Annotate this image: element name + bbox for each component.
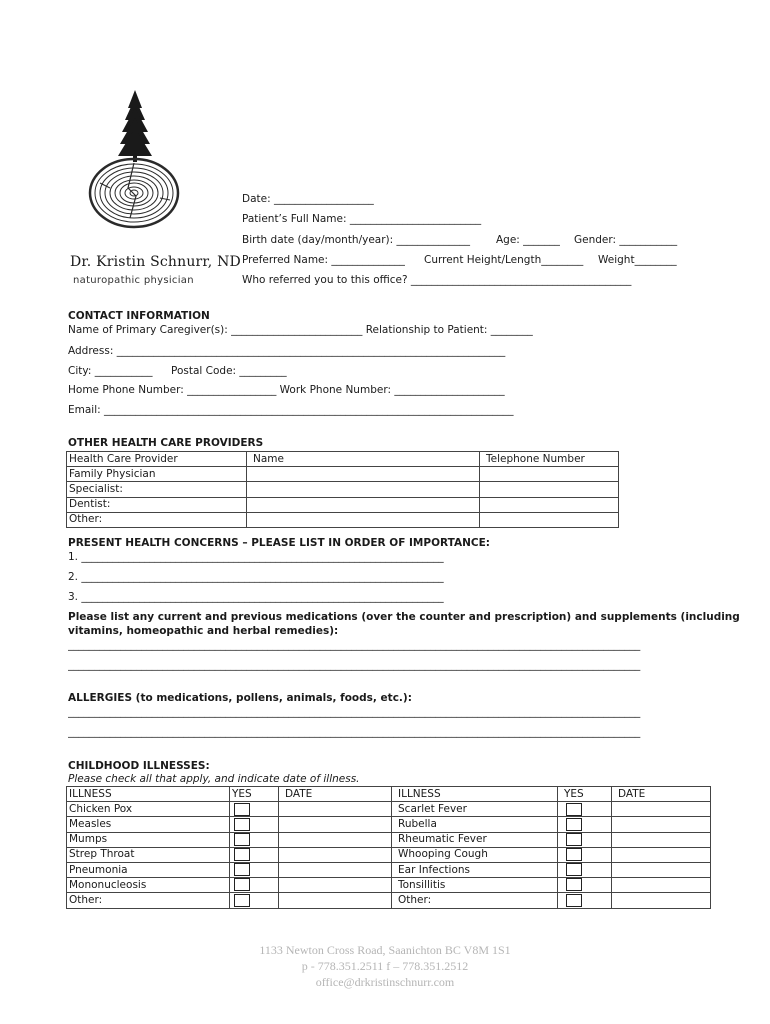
column-header: Health Care Provider: [67, 452, 247, 467]
yes-cell: [230, 832, 279, 847]
table-row: [67, 878, 711, 893]
height-field[interactable]: Current Height/Length________: [424, 254, 584, 266]
provider-name-cell[interactable]: [247, 482, 480, 497]
provider-type: Family Physician: [67, 467, 247, 482]
table-row: [67, 847, 711, 862]
providers-table: [66, 451, 619, 528]
provider-name-cell[interactable]: [247, 467, 480, 482]
full-name-field[interactable]: Patient’s Full Name: _________________________: [242, 213, 482, 225]
provider-name-cell[interactable]: [247, 512, 480, 527]
yes-checkbox[interactable]: [566, 803, 582, 816]
yes-checkbox[interactable]: [234, 878, 250, 891]
provider-phone-cell[interactable]: [480, 512, 619, 527]
illness-date-cell[interactable]: [279, 862, 392, 877]
provider-name-cell[interactable]: [247, 497, 480, 512]
yes-checkbox[interactable]: [566, 848, 582, 861]
medications-question-line2: vitamins, homeopathic and herbal remedies):: [68, 625, 339, 637]
column-header: ILLNESS: [67, 787, 230, 802]
illness-date-cell[interactable]: [612, 893, 711, 908]
footer-email: office@drkristinschnurr.com: [315, 975, 455, 989]
medications-line-2[interactable]: _____________________________________________________________________________________________________________: [68, 659, 641, 671]
yes-checkbox[interactable]: [234, 818, 250, 831]
illness-name: Other:: [392, 893, 558, 908]
provider-type: Other:: [67, 512, 247, 527]
illness-date-cell[interactable]: [612, 878, 711, 893]
yes-cell: [558, 862, 612, 877]
date-field[interactable]: Date: ___________________: [242, 193, 374, 205]
childhood-instruction: Please check all that apply, and indicate date of illness.: [68, 773, 360, 785]
provider-phone-cell[interactable]: [480, 467, 619, 482]
yes-checkbox[interactable]: [566, 878, 582, 891]
illness-name: Whooping Cough: [392, 847, 558, 862]
illness-date-cell[interactable]: [612, 802, 711, 817]
illness-name: Scarlet Fever: [392, 802, 558, 817]
table-row: [67, 832, 711, 847]
yes-cell: [230, 893, 279, 908]
column-header: Name: [247, 452, 480, 467]
concern-line-3[interactable]: 3. _____________________________________________________________________: [68, 591, 444, 603]
footer-phones: p - 778.351.2511 f – 778.351.2512: [301, 959, 469, 973]
illness-date-cell[interactable]: [612, 847, 711, 862]
referred-by-field[interactable]: Who referred you to this office? __________________________________________: [242, 274, 632, 286]
yes-checkbox[interactable]: [566, 863, 582, 876]
illness-date-cell[interactable]: [279, 893, 392, 908]
concerns-heading: PRESENT HEALTH CONCERNS – PLEASE LIST IN ORDER OF IMPORTANCE:: [68, 537, 490, 549]
column-header: YES: [558, 787, 612, 802]
illness-date-cell[interactable]: [279, 802, 392, 817]
brand-subtitle: naturopathic physician: [73, 275, 194, 286]
table-row: [67, 802, 711, 817]
yes-checkbox[interactable]: [566, 894, 582, 907]
yes-cell: [558, 832, 612, 847]
yes-checkbox[interactable]: [234, 863, 250, 876]
concern-line-1[interactable]: 1. _____________________________________________________________________: [68, 551, 444, 563]
medications-line-1[interactable]: _____________________________________________________________________________________________________________: [68, 639, 641, 651]
table-row: [67, 482, 619, 497]
postal-code-field[interactable]: Postal Code: _________: [171, 365, 287, 377]
yes-checkbox[interactable]: [566, 833, 582, 846]
illness-date-cell[interactable]: [612, 832, 711, 847]
illness-date-cell[interactable]: [279, 817, 392, 832]
illness-name: Mononucleosis: [67, 878, 230, 893]
illness-name: Rubella: [392, 817, 558, 832]
yes-checkbox[interactable]: [234, 803, 250, 816]
city-field[interactable]: City: ___________: [68, 365, 153, 377]
column-header: ILLNESS: [392, 787, 558, 802]
concern-line-2[interactable]: 2. _____________________________________________________________________: [68, 571, 444, 583]
illness-date-cell[interactable]: [279, 847, 392, 862]
allergies-line-2[interactable]: _____________________________________________________________________________________________________________: [68, 726, 641, 738]
provider-type: Specialist:: [67, 482, 247, 497]
yes-cell: [558, 802, 612, 817]
table-row: [67, 817, 711, 832]
age-field[interactable]: Age: _______: [496, 234, 560, 246]
allergies-line-1[interactable]: _____________________________________________________________________________________________________________: [68, 706, 641, 718]
column-header: YES: [230, 787, 279, 802]
gender-field[interactable]: Gender: ___________: [574, 234, 678, 246]
provider-type: Dentist:: [67, 497, 247, 512]
table-row: [67, 893, 711, 908]
yes-cell: [558, 817, 612, 832]
illness-date-cell[interactable]: [612, 817, 711, 832]
table-row: [67, 862, 711, 877]
illness-name: Strep Throat: [67, 847, 230, 862]
illness-name: Chicken Pox: [67, 802, 230, 817]
yes-cell: [230, 862, 279, 877]
table-row: [67, 512, 619, 527]
illness-name: Tonsillitis: [392, 878, 558, 893]
contact-heading: CONTACT INFORMATION: [68, 310, 210, 322]
illness-name: Measles: [67, 817, 230, 832]
illness-name: Ear Infections: [392, 862, 558, 877]
email-field[interactable]: Email: ______________________________________________________________________________: [68, 404, 514, 416]
yes-cell: [230, 802, 279, 817]
phone-fields[interactable]: Home Phone Number: _________________ Work Phone Number: _____________________: [68, 384, 505, 396]
illness-header-row: [67, 787, 711, 802]
birth-date-field[interactable]: Birth date (day/month/year): ______________: [242, 234, 471, 246]
yes-cell: [230, 878, 279, 893]
column-header: Telephone Number: [480, 452, 619, 467]
brand-name: Dr. Kristin Schnurr, ND: [70, 254, 241, 270]
illness-name: Mumps: [67, 832, 230, 847]
illness-name: Pneumonia: [67, 862, 230, 877]
allergies-heading: ALLERGIES (to medications, pollens, animals, foods, etc.):: [68, 692, 412, 704]
illness-name: Other:: [67, 893, 230, 908]
yes-cell: [230, 817, 279, 832]
yes-checkbox[interactable]: [234, 894, 250, 907]
table-row: [67, 467, 619, 482]
yes-checkbox[interactable]: [566, 818, 582, 831]
caregiver-field[interactable]: Name of Primary Caregiver(s): _________________________ Relationship to Patient: ________: [68, 324, 533, 336]
illness-name: Rheumatic Fever: [392, 832, 558, 847]
yes-checkbox[interactable]: [234, 848, 250, 861]
yes-cell: [558, 878, 612, 893]
illness-date-cell[interactable]: [279, 878, 392, 893]
providers-header-row: [67, 452, 619, 467]
illness-date-cell[interactable]: [279, 832, 392, 847]
table-row: [67, 497, 619, 512]
childhood-heading: CHILDHOOD ILLNESSES:: [68, 760, 210, 772]
yes-cell: [230, 847, 279, 862]
provider-phone-cell[interactable]: [480, 482, 619, 497]
weight-field[interactable]: Weight________: [598, 254, 677, 266]
yes-cell: [558, 847, 612, 862]
providers-heading: OTHER HEALTH CARE PROVIDERS: [68, 437, 264, 449]
yes-cell: [558, 893, 612, 908]
column-header: DATE: [279, 787, 392, 802]
column-header: DATE: [612, 787, 711, 802]
footer-address: 1133 Newton Cross Road, Saanichton BC V8M 1S1: [259, 943, 511, 957]
preferred-name-field[interactable]: Preferred Name: ______________: [242, 254, 405, 266]
illness-date-cell[interactable]: [612, 862, 711, 877]
medications-question-line1: Please list any current and previous medications (over the counter and prescription) and supplements (including: [68, 611, 740, 623]
address-field[interactable]: Address: __________________________________________________________________________: [68, 345, 506, 357]
provider-phone-cell[interactable]: [480, 497, 619, 512]
childhood-illness-table: [66, 786, 711, 909]
yes-checkbox[interactable]: [234, 833, 250, 846]
